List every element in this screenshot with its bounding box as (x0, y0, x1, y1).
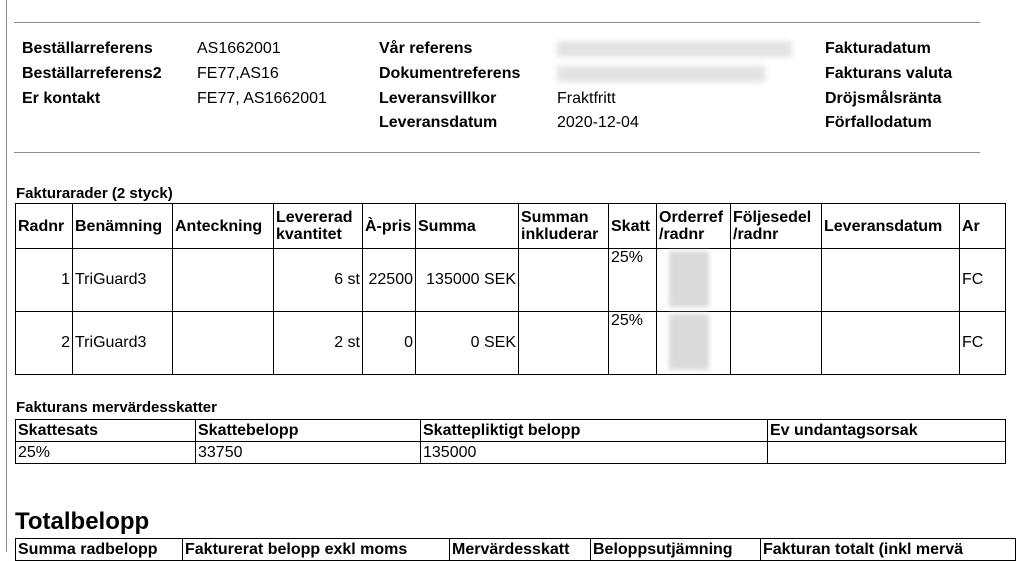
label-fakturadatum: Fakturadatum (825, 40, 931, 57)
cell-orderref (657, 312, 731, 375)
cell-inkluderar (519, 249, 609, 312)
table-row (16, 249, 1006, 312)
cell-radnr: 1 (16, 249, 73, 312)
totals-col-mervardesskatt: Mervärdesskatt (450, 539, 591, 561)
label-forfallodatum: Förfallodatum (825, 114, 932, 131)
value-bestallarreferens: AS1662001 (197, 40, 281, 57)
col-apris: À-pris (363, 204, 416, 249)
top-divider (14, 22, 980, 23)
cell-radnr: 2 (16, 312, 73, 375)
redacted-dokumentreferens (557, 66, 765, 82)
vat-table (15, 419, 1006, 464)
col-summa: Summa (416, 204, 519, 249)
vat-cell-skattesats: 25% (16, 442, 196, 464)
totals-col-fakturerat-belopp: Fakturerat belopp exkl moms (183, 539, 450, 561)
table-row (16, 312, 1006, 375)
vat-cell-skattebelopp: 33750 (196, 442, 421, 464)
label-er-kontakt: Er kontakt (22, 90, 101, 107)
label-drojsmalsranta: Dröjsmålsränta (825, 90, 942, 107)
cell-summa: 0 SEK (416, 312, 519, 375)
redacted-orderref (669, 251, 709, 307)
vat-col-undantagsorsak: Ev undantagsorsak (768, 420, 1006, 442)
col-foljesedel: Följesedel /radnr (731, 204, 822, 249)
cell-summa: 135000 SEK (416, 249, 519, 312)
label-var-referens: Vår referens (379, 40, 473, 57)
redacted-orderref (669, 314, 709, 370)
cell-leveransdatum (822, 312, 960, 375)
totals-title: Totalbelopp (15, 508, 150, 535)
redacted-var-referens (557, 41, 792, 57)
cell-apris: 22500 (363, 249, 416, 312)
vat-cell-skattepliktigt: 135000 (421, 442, 768, 464)
cell-ar: FC (960, 312, 1006, 375)
cell-foljesedel (731, 249, 822, 312)
label-leveransdatum: Leveransdatum (379, 114, 498, 131)
invoice-rows-table (15, 203, 1006, 375)
cell-anteckning (173, 312, 274, 375)
totals-col-summa-radbelopp: Summa radbelopp (16, 539, 183, 561)
label-bestallarreferens: Beställarreferens (22, 40, 153, 57)
cell-kvantitet: 2 st (274, 312, 363, 375)
value-er-kontakt: FE77, AS1662001 (197, 90, 327, 107)
vat-col-skattebelopp: Skattebelopp (196, 420, 421, 442)
col-benamning: Benämning (73, 204, 173, 249)
totals-col-beloppsutjamning: Beloppsutjämning (591, 539, 761, 561)
vat-col-skattepliktigt: Skattepliktigt belopp (421, 420, 768, 442)
value-bestallarreferens2: FE77,AS16 (197, 65, 279, 82)
label-fakturans-valuta: Fakturans valuta (825, 65, 953, 82)
label-bestallarreferens2: Beställarreferens2 (22, 65, 162, 82)
cell-kvantitet: 6 st (274, 249, 363, 312)
cell-orderref (657, 249, 731, 312)
header-divider (14, 152, 980, 153)
cell-anteckning (173, 249, 274, 312)
cell-skatt: 25% (609, 249, 657, 312)
col-skatt: Skatt (609, 204, 657, 249)
left-border (6, 0, 7, 552)
totals-table (15, 538, 1016, 561)
totals-col-fakturan-totalt: Fakturan totalt (inkl mervä (761, 539, 1016, 561)
cell-ar: FC (960, 249, 1006, 312)
cell-benamning: TriGuard3 (73, 249, 173, 312)
col-summan-inkluderar: Summan inkluderar (519, 204, 609, 249)
cell-apris: 0 (363, 312, 416, 375)
col-ar: Ar (960, 204, 1006, 249)
cell-leveransdatum (822, 249, 960, 312)
cell-inkluderar (519, 312, 609, 375)
vat-title: Fakturans mervärdesskatter (16, 399, 217, 416)
invoice-rows-title: Fakturarader (2 styck) (16, 185, 173, 202)
col-orderref: Orderref /radnr (657, 204, 731, 249)
col-levererad-kvantitet: Levererad kvantitet (274, 204, 363, 249)
value-leveransdatum: 2020-12-04 (557, 114, 639, 131)
vat-col-skattesats: Skattesats (16, 420, 196, 442)
label-dokumentreferens: Dokumentreferens (379, 65, 521, 82)
table-row (16, 442, 1006, 464)
col-leveransdatum: Leveransdatum (822, 204, 960, 249)
cell-benamning: TriGuard3 (73, 312, 173, 375)
value-leveransvillkor: Fraktfritt (557, 90, 616, 107)
vat-cell-undantagsorsak (768, 442, 1006, 464)
cell-skatt: 25% (609, 312, 657, 375)
col-radnr: Radnr (16, 204, 73, 249)
col-anteckning: Anteckning (173, 204, 274, 249)
label-leveransvillkor: Leveransvillkor (379, 90, 497, 107)
cell-foljesedel (731, 312, 822, 375)
